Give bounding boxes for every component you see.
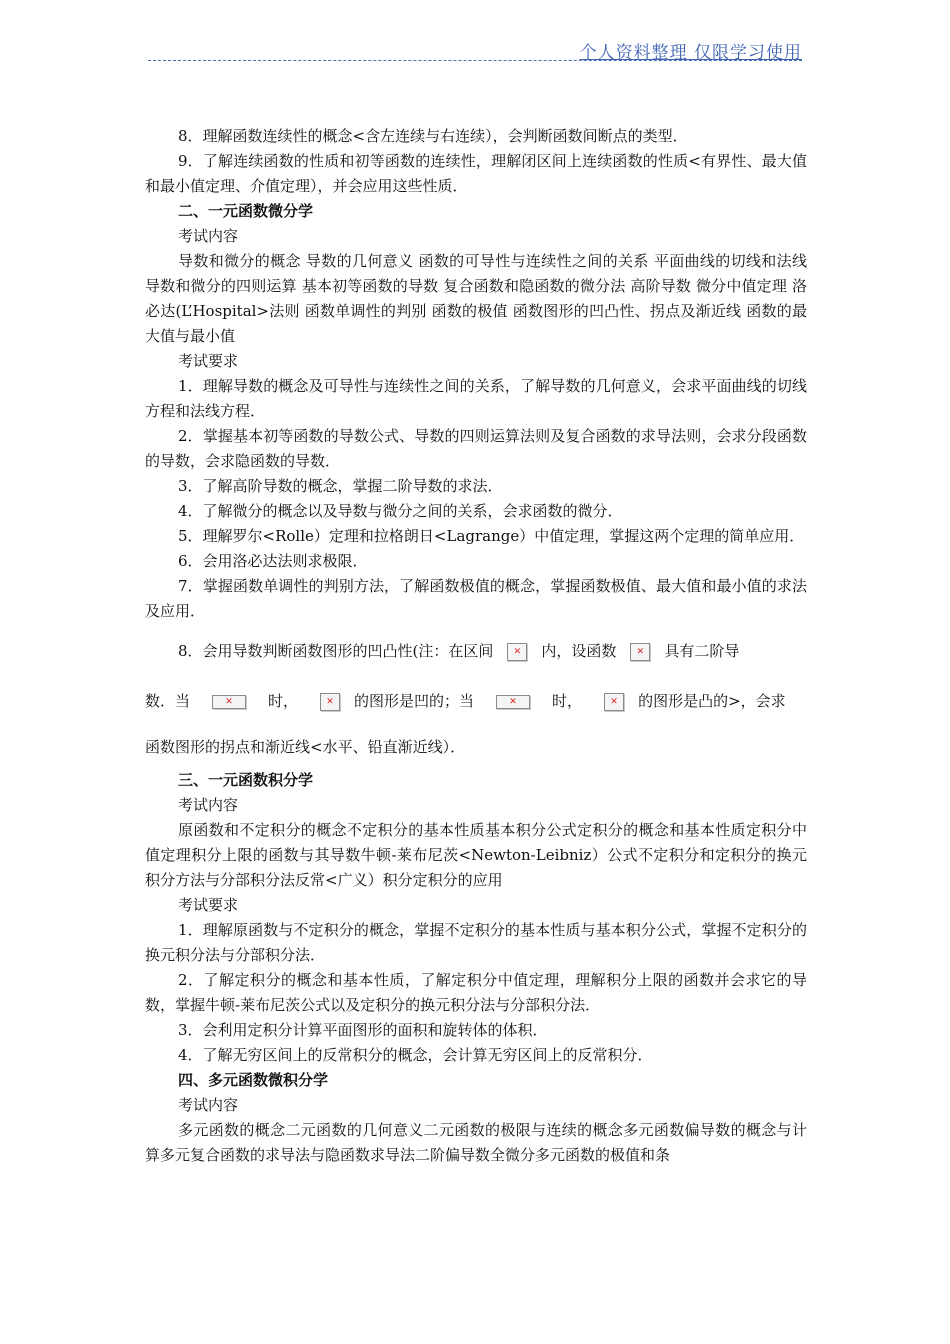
broken-image-icon bbox=[630, 643, 650, 661]
broken-image-icon bbox=[212, 695, 246, 709]
section-heading: 四、多元函数微积分学 bbox=[178, 1071, 329, 1089]
paragraph: 4．了解无穷区间上的反常积分的概念，会计算无穷区间上的反常积分． bbox=[178, 1046, 653, 1064]
formula-text-6: 的图形是凹的；当 bbox=[354, 692, 475, 710]
paragraph: 2．了解定积分的概念和基本性质，了解定积分中值定理，理解积分上限的函数并会求它的导数，掌握牛顿-莱布尼茨公式以及定积分的换元积分法与分部积分法． bbox=[145, 971, 807, 1014]
broken-image-icon bbox=[507, 643, 527, 661]
paragraph-concavity bbox=[145, 626, 807, 676]
formula-text-8: 的图形是凸的>，会求 bbox=[638, 692, 786, 710]
paragraph-concavity-end: 函数图形的拐点和渐近线<水平、铅直渐近线）． bbox=[145, 738, 466, 756]
section-block-1 bbox=[145, 124, 807, 624]
paragraph: 原函数和不定积分的概念不定积分的基本性质基本积分公式定积分的概念和基本性质定积分中值定理积分上限的函数与其导数牛顿-莱布尼茨<Newton-Leibniz）公式不定积分和定积分的换元积分方法与分部积分法反常<广义）积分定积分的应用 bbox=[145, 821, 807, 889]
paragraph: 6．会用洛必达法则求极限． bbox=[178, 552, 368, 570]
broken-image-icon bbox=[320, 693, 340, 711]
section-heading: 二、一元函数微分学 bbox=[178, 202, 314, 220]
paragraph: 4．了解微分的概念以及导数与微分之间的关系，会求函数的微分． bbox=[178, 502, 623, 520]
formula-text-5: 时， bbox=[268, 692, 299, 710]
formula-text-2: 内，设函数 bbox=[541, 642, 617, 660]
formula-text-7: 时， bbox=[552, 692, 583, 710]
paragraph: 导数和微分的概念 导数的几何意义 函数的可导性与连续性之间的关系 平面曲线的切线和法线 导数和微分的四则运算 基本初等函数的导数 复合函数和隐函数的微分法 高阶导数 微分中值定理 洛必达(L’Hospital>法则 函数单调性的判别 函数的极值 函数图形的凹凸性、拐点及渐近线 函数的最大值与最小值 bbox=[145, 252, 807, 345]
paragraph: 考试内容 bbox=[178, 796, 239, 814]
paragraph: 1．理解原函数与不定积分的概念，掌握不定积分的基本性质与基本积分公式，掌握不定积分的换元积分法与分部积分法． bbox=[145, 921, 807, 964]
paragraph-concavity-cont bbox=[145, 676, 807, 726]
paragraph: 7．掌握函数单调性的判别方法，了解函数极值的概念，掌握函数极值、最大值和最小值的求法及应用． bbox=[145, 577, 807, 620]
paragraph: 8．理解函数连续性的概念<含左连续与右连续），会判断函数间断点的类型． bbox=[178, 127, 688, 145]
paragraph: 多元函数的概念二元函数的几何意义二元函数的极限与连续的概念多元函数偏导数的概念与计算多元复合函数的求导法与隐函数求导法二阶偏导数全微分多元函数的极值和条 bbox=[145, 1121, 807, 1164]
formula-text-4: 数．当 bbox=[145, 692, 191, 710]
paragraph: 考试内容 bbox=[178, 227, 239, 245]
broken-image-icon bbox=[496, 695, 530, 709]
section-heading: 三、一元函数积分学 bbox=[178, 771, 314, 789]
paragraph: 3．会利用定积分计算平面图形的面积和旋转体的体积． bbox=[178, 1021, 548, 1039]
paragraph: 5．理解罗尔<Rolle）定理和拉格朗日<Lagrange）中值定理，掌握这两个定理的简单应用． bbox=[178, 527, 805, 545]
formula-text-3: 具有二阶导 bbox=[664, 642, 740, 660]
page-header bbox=[148, 36, 802, 61]
paragraph: 9．了解连续函数的性质和初等函数的连续性，理解闭区间上连续函数的性质<有界性、最大值和最小值定理、介值定理），并会应用这些性质． bbox=[145, 152, 807, 195]
formula-text-1: 8．会用导数判断函数图形的凹凸性(注：在区间 bbox=[178, 642, 494, 660]
header-text: 个人资料整理 仅限学习使用 bbox=[579, 43, 802, 63]
paragraph: 1．理解导数的概念及可导性与连续性之间的关系，了解导数的几何意义，会求平面曲线的切线方程和法线方程． bbox=[145, 377, 807, 420]
paragraph: 考试要求 bbox=[178, 352, 239, 370]
paragraph: 3．了解高阶导数的概念，掌握二阶导数的求法． bbox=[178, 477, 503, 495]
paragraph: 考试内容 bbox=[178, 1096, 239, 1114]
broken-image-icon bbox=[604, 693, 624, 711]
section-block-2 bbox=[145, 768, 807, 1168]
document-body bbox=[145, 124, 807, 1168]
paragraph: 考试要求 bbox=[178, 896, 239, 914]
paragraph: 2．掌握基本初等函数的导数公式、导数的四则运算法则及复合函数的求导法则，会求分段函数的导数，会求隐函数的导数． bbox=[145, 427, 807, 470]
